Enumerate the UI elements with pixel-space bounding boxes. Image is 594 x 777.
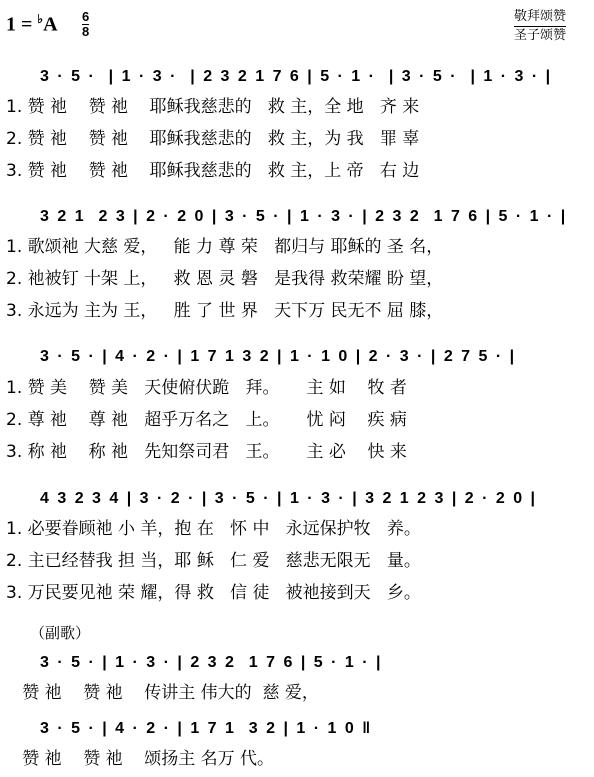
refrain-label: （副歌）: [30, 624, 91, 642]
category-line-2: 圣子颂赞: [513, 28, 566, 43]
lyric-line-1-1: 1. 赞 祂 赞 祂 耶稣我慈悲的 救 主，全 地 齐 来: [6, 97, 420, 117]
lyric-line-4-2: 2. 主已经替我 担 当，耶 稣 仁 爱 慈悲无限无 量。: [6, 551, 421, 571]
lyric-line-4-3: 3. 万民要见祂 荣 耀，得 救 信 徒 被祂接到天 乡。: [6, 583, 421, 603]
category-attribution: [514, 8, 566, 45]
refrain-lyric-1: 赞 祂 赞 祂 传讲主 伟大的 慈 爱，: [6, 683, 319, 703]
key-label: 1 =: [6, 13, 38, 36]
lyric-line-1-2: 2. 赞 祂 赞 祂 耶稣我慈悲的 救 主，为 我 罪 辜: [6, 129, 420, 149]
lyric-line-2-1: 1. 歌颂祂 大慈 爱， 能 力 尊 荣 都归与 耶稣的 圣 名，: [6, 237, 444, 257]
notation-line-2: 3 2 1 2 3 | 2 · 2 0 | 3 · 5 · | 1 · 3 · | 2 3 2 1 7 6 | 5 · 1 · |: [40, 208, 568, 225]
key-signature: [6, 12, 58, 37]
lyric-line-3-1: 1. 赞 美 赞 美 天使俯伏跪 拜。 主 如 牧 者: [6, 378, 407, 398]
notation-line-3: 3 · 5 · | 4 · 2 · | 1 7 1 3 2 | 1 · 1 0 | 2 · 3 · | 2 7 5 · |: [40, 348, 517, 365]
time-signature: [82, 10, 89, 39]
refrain-notation-2: 3 · 5 · | 4 · 2 · | 1 7 1 3 2 | 1 · 1 0 ‖: [40, 720, 373, 737]
lyric-line-3-2: 2. 尊 祂 尊 祂 超乎万名之 上。 忧 闷 疾 病: [6, 410, 407, 430]
lyric-line-2-3: 3. 永远为 主为 王， 胜 了 世 界 天下万 民无不 屈 膝，: [6, 301, 444, 321]
category-line-1: 敬拜颂赞: [514, 8, 566, 27]
lyric-line-1-3: 3. 赞 祂 赞 祂 耶稣我慈悲的 救 主，上 帝 右 边: [6, 161, 420, 181]
refrain-lyric-2: 赞 祂 赞 祂 颂扬主 名万 代。: [6, 749, 275, 769]
key-note: A: [43, 13, 58, 36]
notation-line-4: 4 3 2 3 4 | 3 · 2 · | 3 · 5 · | 1 · 3 · | 3 2 1 2 3 | 2 · 2 0 |: [40, 490, 538, 507]
meter-top: 6: [82, 9, 90, 24]
lyric-line-3-3: 3. 称 祂 称 祂 先知祭司君 王。 主 必 快 来: [6, 442, 407, 462]
meter-bottom: 8: [82, 24, 90, 39]
notation-line-1: 3 · 5 · | 1 · 3 · | 2 3 2 1 7 6 | 5 · 1 · | 3 · 5 · | 1 · 3 · |: [40, 68, 553, 85]
flat-sign: ♭: [37, 12, 44, 26]
refrain-notation-1: 3 · 5 · | 1 · 3 · | 2 3 2 1 7 6 | 5 · 1 · |: [40, 654, 383, 671]
lyric-line-4-1: 1. 必要眷顾祂 小 羊，抱 在 怀 中 永远保护牧 养。: [6, 519, 421, 539]
lyric-line-2-2: 2. 祂被钉 十架 上， 救 恩 灵 磐 是我得 救荣耀 盼 望，: [6, 269, 444, 289]
